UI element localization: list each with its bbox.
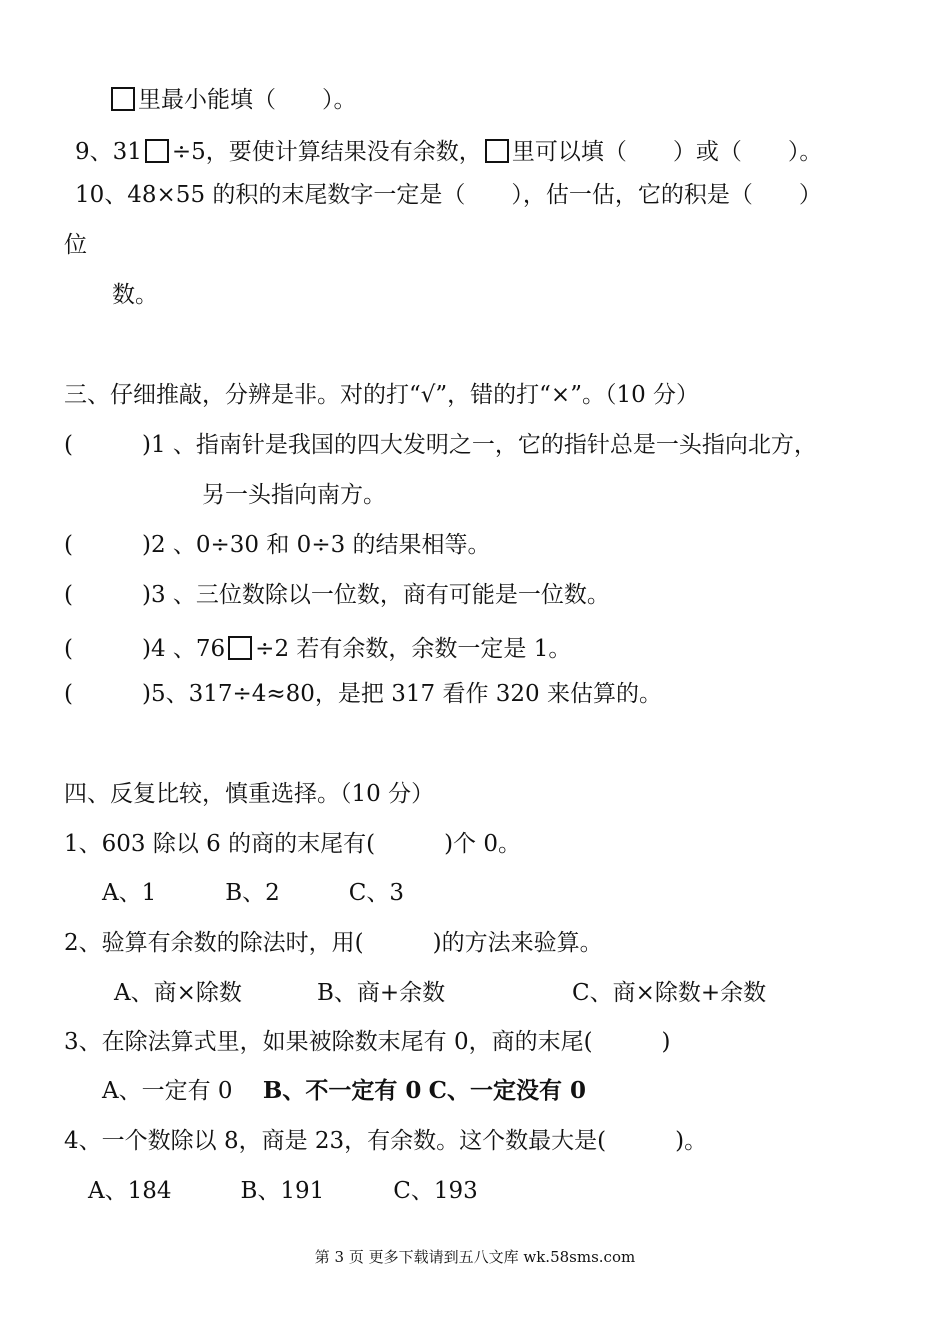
choice-item-3-option-b: B、不一定有 0 [262, 1077, 422, 1104]
choice-item-3-option-a: A、一定有 0 [102, 1078, 233, 1104]
choice-item-2-option-c: C、商×除数+余数 [572, 980, 767, 1006]
section-3-title: 三、仔细推敲，分辨是非。对的打“√”，错的打“×”。（10 分） [64, 382, 700, 408]
fill-in-item-10-end: 数。 [112, 282, 158, 308]
choice-item-4: 4、一个数除以 8，商是 23，有余数。这个数最大是( )。 [64, 1128, 708, 1154]
choice-item-3: 3、在除法算式里，如果被除数末尾有 0，商的末尾( ) [64, 1029, 671, 1055]
fill-in-item-10-wrap: 位 [64, 232, 87, 258]
fill-in-item-9: 9、31 ÷5，要使计算结果没有余数， 里可以填（ ）或（ ）。 [75, 139, 823, 165]
choice-item-4-options: A、184 B、191 C、193 [88, 1178, 478, 1204]
blank-box [485, 139, 509, 163]
choice-item-3-options [102, 1076, 586, 1106]
judge-item-1: ( )1 、指南针是我国的四大发明之一，它的指针总是一头指向北方， [64, 432, 817, 458]
choice-item-1: 1、603 除以 6 的商的末尾有( )个 0。 [64, 831, 521, 857]
section-4-title: 四、反复比较，慎重选择。（10 分） [64, 781, 435, 807]
choice-item-2-option-a: A、商×除数 [114, 980, 242, 1006]
choice-item-3-option-c: C、一定没有 0 [428, 1077, 586, 1104]
choice-item-2: 2、验算有余数的除法时，用( )的方法来验算。 [64, 930, 603, 956]
judge-item-3: ( )3 、三位数除以一位数，商有可能是一位数。 [64, 582, 610, 608]
judge-item-2: ( )2 、0÷30 和 0÷3 的结果相等。 [64, 532, 491, 558]
blank-box [145, 139, 169, 163]
choice-item-2-option-b: B、商+余数 [317, 980, 446, 1006]
page-footer: 第 3 页 更多下载请到五八文库 wk.58sms.com [314, 1248, 636, 1266]
judge-item-4: ( )4 、76 ÷2 若有余数，余数一定是 1。 [64, 636, 572, 662]
blank-box [228, 636, 252, 660]
blank-box [111, 87, 135, 111]
judge-item-5: ( )5、317÷4≈80，是把 317 看作 320 来估算的。 [64, 681, 662, 707]
fill-in-item-8-tail: 里最小能填（ ）。 [108, 85, 357, 115]
fill-in-item-10: 10、48×55 的积的末尾数字一定是（ ），估一估，它的积是（ ） [75, 182, 822, 208]
judge-item-1-wrap: 另一头指向南方。 [202, 482, 386, 508]
choice-item-1-options: A、1 B、2 C、3 [102, 880, 405, 906]
